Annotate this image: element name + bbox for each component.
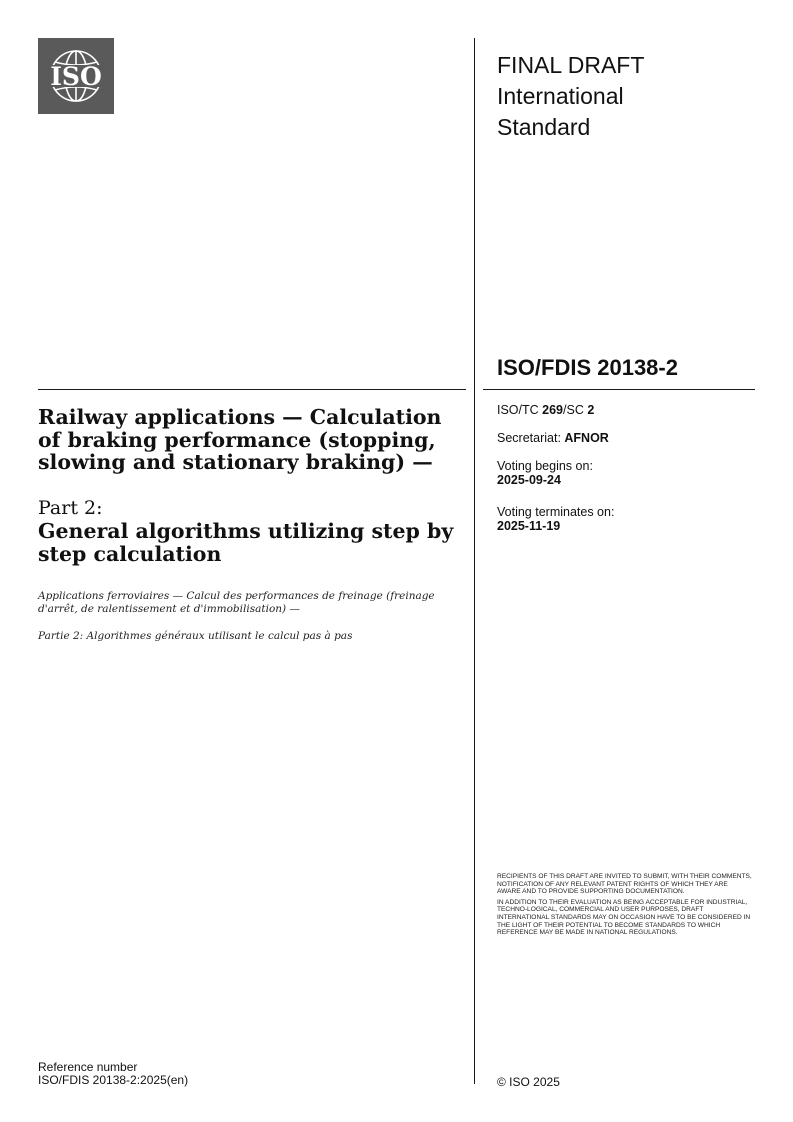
document-title: Railway applications — Calculation of braking performance (stopping, slowing and stationary braking) — bbox=[38, 405, 442, 474]
secretariat-line: Secretariat: AFNOR bbox=[497, 431, 609, 445]
voting-terminates-date: 2025-11-19 bbox=[497, 519, 561, 533]
voting-begins bbox=[497, 459, 593, 487]
globe-icon bbox=[38, 38, 114, 114]
vertical-divider bbox=[474, 38, 475, 1084]
notice-paragraph-2: IN ADDITION TO THEIR EVALUATION AS BEING ACCEPTABLE FOR INDUSTRIAL, TECHNO-LOGICAL, COMMERCIAL AND USER PURPOSES, DRAFT INTERNATIONAL STANDARDS MAY ON OCCASION HAVE TO BE CONSIDERED IN THE LIGHT OF THEIR POTENTIAL TO BECOME STANDARDS TO WHICH REFERENCE MAY BE MADE IN NATIONAL REGULATIONS. bbox=[497, 898, 751, 937]
voting-terminates-label: Voting terminates on: bbox=[497, 505, 615, 519]
part-title: General algorithms utilizing step by step calculation bbox=[38, 519, 454, 566]
document-status bbox=[497, 50, 757, 143]
status-line-standard: Standard bbox=[497, 114, 591, 140]
svg-text:ISO: ISO bbox=[50, 62, 102, 91]
notice-paragraph-1: RECIPIENTS OF THIS DRAFT ARE INVITED TO SUBMIT, WITH THEIR COMMENTS, NOTIFICATION OF ANY RELEVANT PATENT RIGHTS OF WHICH THEY ARE AWARE AND TO PROVIDE SUPPORTING DOCUMENTATION. bbox=[497, 873, 752, 896]
draft-notice bbox=[497, 873, 752, 940]
committee-line: ISO/TC 269/SC 2 bbox=[497, 403, 595, 417]
french-part-title: Partie 2: Algorithmes généraux utilisant le calcul pas à pas bbox=[38, 630, 353, 642]
voting-begins-label: Voting begins on: bbox=[497, 459, 593, 473]
status-line-final-draft: FINAL DRAFT bbox=[497, 52, 645, 78]
secretariat-value: AFNOR bbox=[564, 431, 609, 445]
status-line-international: International bbox=[497, 83, 624, 109]
document-number: ISO/FDIS 20138-2 bbox=[497, 355, 678, 380]
voting-begins-date: 2025-09-24 bbox=[497, 473, 561, 487]
horizontal-divider-right bbox=[483, 389, 755, 390]
tc-number: 269 bbox=[542, 403, 564, 417]
iso-logo bbox=[38, 38, 114, 114]
part-number: Part 2: bbox=[38, 497, 103, 519]
horizontal-divider-left bbox=[38, 389, 466, 390]
voting-terminates bbox=[497, 505, 614, 533]
copyright: © ISO 2025 bbox=[497, 1075, 560, 1089]
french-title: Applications ferroviaires — Calcul des performances de freinage (freinage d'arrêt, de ralentissement et d'immobilisation) — bbox=[38, 590, 435, 615]
reference-label: Reference number bbox=[38, 1060, 138, 1074]
sc-number: 2 bbox=[587, 403, 595, 417]
reference-number bbox=[38, 1061, 188, 1087]
reference-value: ISO/FDIS 20138-2:2025(en) bbox=[38, 1073, 189, 1087]
